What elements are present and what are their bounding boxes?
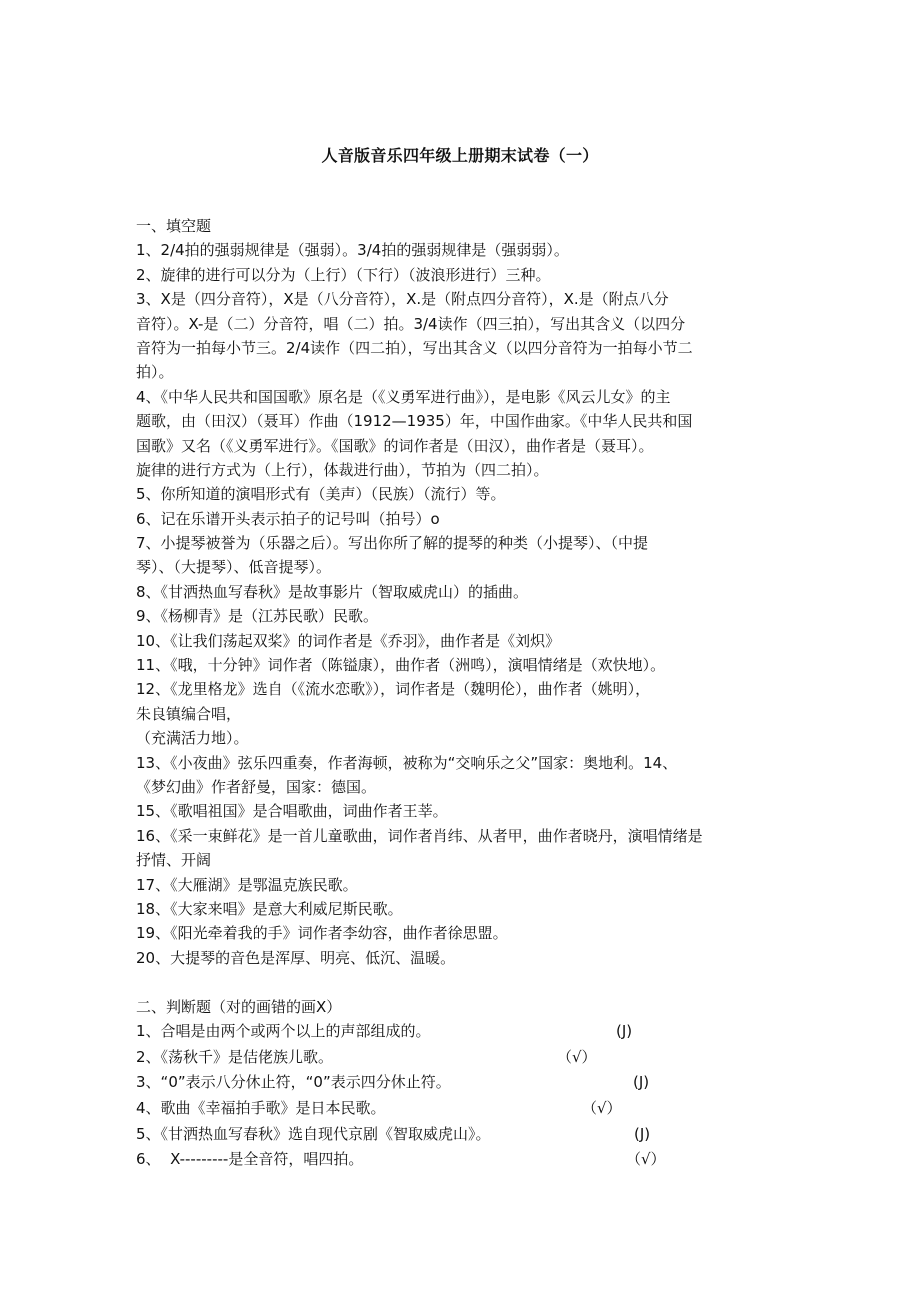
fill-line: 1、2/4拍的强弱规律是（强弱）。3/4拍的强弱规律是（强弱弱）。 xyxy=(136,241,569,260)
judge-item-text: 4、歌曲《幸福拍手歌》是日本民歌。 xyxy=(136,1098,386,1117)
judge-item xyxy=(136,1070,786,1096)
judge-item-answer: （√） xyxy=(582,1098,622,1117)
fill-line: 音符为一拍每小节三。2/4读作（四二拍），写出其含义（以四分音符为一拍每小节二 xyxy=(136,338,693,357)
judge-item-answer: (J) xyxy=(634,1124,651,1143)
fill-line: 拍）。 xyxy=(136,363,174,382)
fill-line: 19、《阳光牵着我的手》词作者李幼容，曲作者徐思盟。 xyxy=(136,924,508,943)
judge-item xyxy=(136,1122,786,1148)
fill-section-heading: 一、填空题 xyxy=(136,217,212,235)
judge-item-answer: （√） xyxy=(557,1047,597,1066)
fill-line: 6、记在乐谱开头表示拍子的记号叫（拍号）o xyxy=(136,509,440,528)
fill-line: 17、《大雁湖》是鄂温克族民歌。 xyxy=(136,875,358,894)
fill-line: 11、《哦，十分钟》词作者（陈镒康），曲作者（洲鸣），演唱情绪是（欢快地）。 xyxy=(136,656,666,675)
fill-line: 音符）。X-是（二）分音符，唱（二）拍。3/4读作（四三拍），写出其含义（以四分 xyxy=(136,314,686,333)
judge-item xyxy=(136,1096,786,1122)
fill-line: 抒情、开阔 xyxy=(136,851,212,870)
judge-item xyxy=(136,1147,786,1173)
fill-line: 4、《中华人民共和国国歌》原名是（《义勇军进行曲》），是电影《风云儿女》的主 xyxy=(136,387,671,406)
judge-item-text: 6、 X---------是全音符，唱四拍。 xyxy=(136,1150,364,1169)
fill-line: 题歌，由（田汉）（聂耳）作曲（1912—1935）年，中国作曲家。《中华人民共和国 xyxy=(136,412,693,431)
judge-section-heading: 二、判断题（对的画错的画X） xyxy=(136,997,342,1016)
fill-line: 18、《大家来唱》是意大利威尼斯民歌。 xyxy=(136,899,403,918)
exam-title: 人音版音乐四年级上册期末试卷（一） xyxy=(321,146,599,165)
fill-line: 国歌》又名（《义勇军进行》。《国歌》的词作者是（田汉），曲作者是（聂耳）。 xyxy=(136,436,654,455)
fill-line: 5、你所知道的演唱形式有（美声）（民族）（流行）等。 xyxy=(136,485,506,504)
judge-item xyxy=(136,1019,786,1045)
fill-line: 旋律的进行方式为（上行），体裁进行曲），节拍为（四二拍）。 xyxy=(136,460,549,479)
fill-line: 2、旋律的进行可以分为（上行）（下行）（波浪形进行）三种。 xyxy=(136,265,551,284)
fill-line: 9、《杨柳青》是（江苏民歌）民歌。 xyxy=(136,607,379,626)
judge-item-text: 3、“0”表示八分休止符，“0”表示四分休止符。 xyxy=(136,1073,451,1092)
judge-item-text: 1、合唱是由两个或两个以上的声部组成的。 xyxy=(136,1021,431,1040)
judge-item xyxy=(136,1045,786,1071)
fill-line: 16、《采一束鲜花》是一首儿童歌曲，词作者肖纬、从者甲，曲作者晓丹，演唱情绪是 xyxy=(136,826,703,845)
judge-item-answer: (J) xyxy=(616,1021,633,1040)
fill-line: 7、小提琴被誉为（乐器之后）。写出你所了解的提琴的种类（小提琴）、（中提 xyxy=(136,534,649,553)
exam-content xyxy=(136,214,786,1173)
judge-item-text: 2、《荡秋千》是佶佬族儿歌。 xyxy=(136,1047,334,1066)
fill-line: 12、《龙里格龙》选自（《流水恋歌》），词作者是（魏明伦），曲作者（姚明）， xyxy=(136,680,651,699)
fill-line: （充满活力地）。 xyxy=(136,729,249,748)
fill-line: 10、《让我们荡起双桨》的词作者是《乔羽》，曲作者是《刘炽》 xyxy=(136,631,561,650)
fill-section-lines xyxy=(136,238,786,970)
fill-line: 3、X是（四分音符），X是（八分音符），X.是（附点四分音符），X.是（附点八分 xyxy=(136,290,669,309)
fill-line: 13、《小夜曲》弦乐四重奏，作者海顿，被称为“交响乐之父”国家：奥地利。14、 xyxy=(136,753,678,772)
fill-line: 15、《歌唱祖国》是合唱歌曲，词曲作者王莘。 xyxy=(136,802,448,821)
fill-line: 8、《甘洒热血写春秋》是故事影片（智取威虎山）的插曲。 xyxy=(136,582,529,601)
fill-line: 朱良镇编合唱， xyxy=(136,704,242,723)
judge-item-answer: (J) xyxy=(633,1073,650,1092)
fill-line: 《梦幻曲》作者舒曼，国家：德国。 xyxy=(136,777,377,796)
judge-item-text: 5、《甘洒热血写春秋》选自现代京剧《智取威虎山》。 xyxy=(136,1124,491,1143)
judge-item-answer: （√） xyxy=(626,1150,666,1169)
judge-section-items xyxy=(136,1019,786,1173)
fill-line: 琴）、（大提琴）、低音提琴）。 xyxy=(136,558,332,577)
fill-line: 20、大提琴的音色是浑厚、明亮、低沉、温暖。 xyxy=(136,948,456,967)
section-gap xyxy=(136,970,786,994)
